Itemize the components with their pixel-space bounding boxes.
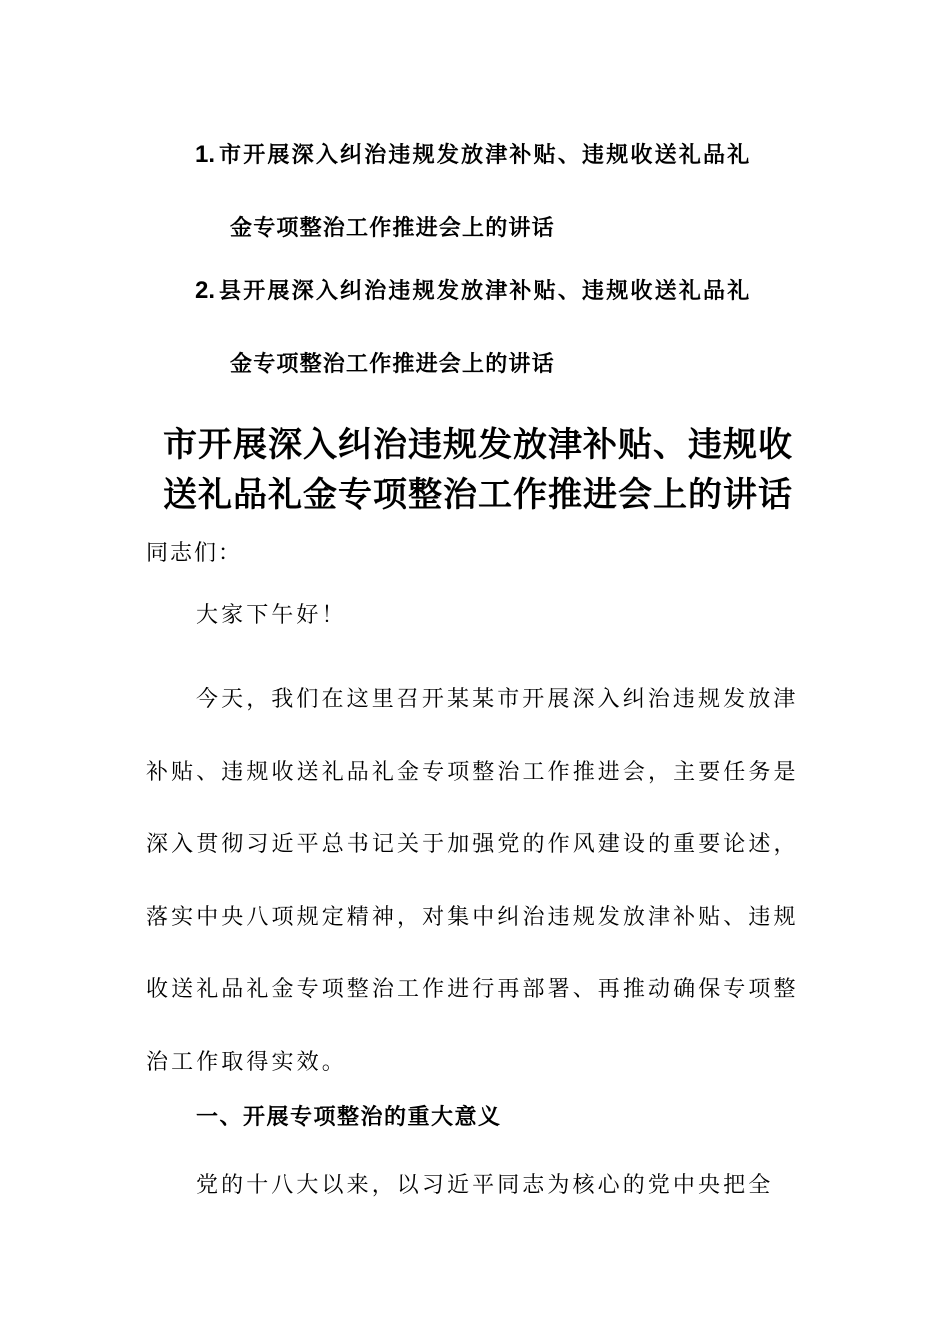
toc-item-text: 县开展深入纠治违规发放津补贴、违规收送礼品礼 xyxy=(219,279,752,304)
toc-item-line2: 金专项整治工作推进会上的讲话 xyxy=(230,216,555,241)
toc-item-1 xyxy=(195,138,815,246)
salutation: 同志们： xyxy=(146,541,243,566)
section-heading: 一、开展专项整治的重大意义 xyxy=(196,1105,502,1130)
toc-item-2 xyxy=(195,274,815,382)
toc-item-line1 xyxy=(195,138,815,172)
section-paragraph: 党的十八大以来，以习近平同志为核心的党中央把全 xyxy=(196,1173,774,1198)
toc-item-number: 1. xyxy=(195,141,216,168)
toc-item-line1 xyxy=(195,274,815,308)
toc-item-line2: 金专项整治工作推进会上的讲话 xyxy=(230,352,555,377)
toc-item-number: 2. xyxy=(195,277,216,304)
intro-paragraph: 今天，我们在这里召开某某市开展深入纠治违规发放津补贴、违规收送礼品礼金专项整治工作推进会，主要任务是深入贯彻习近平总书记关于加强党的作风建设的重要论述，落实中央八项规定精神，对集中纠治违规发放津补贴、违规收送礼品礼金专项整治工作进行再部署、再推动确保专项整治工作取得实效。 xyxy=(146,687,799,1075)
toc-item-text: 市开展深入纠治违规发放津补贴、违规收送礼品礼 xyxy=(219,143,752,168)
document-title: 市开展深入纠治违规发放津补贴、违规收送礼品礼金专项整治工作推进会上的讲话 xyxy=(163,425,793,515)
greeting: 大家下午好！ xyxy=(196,603,347,628)
